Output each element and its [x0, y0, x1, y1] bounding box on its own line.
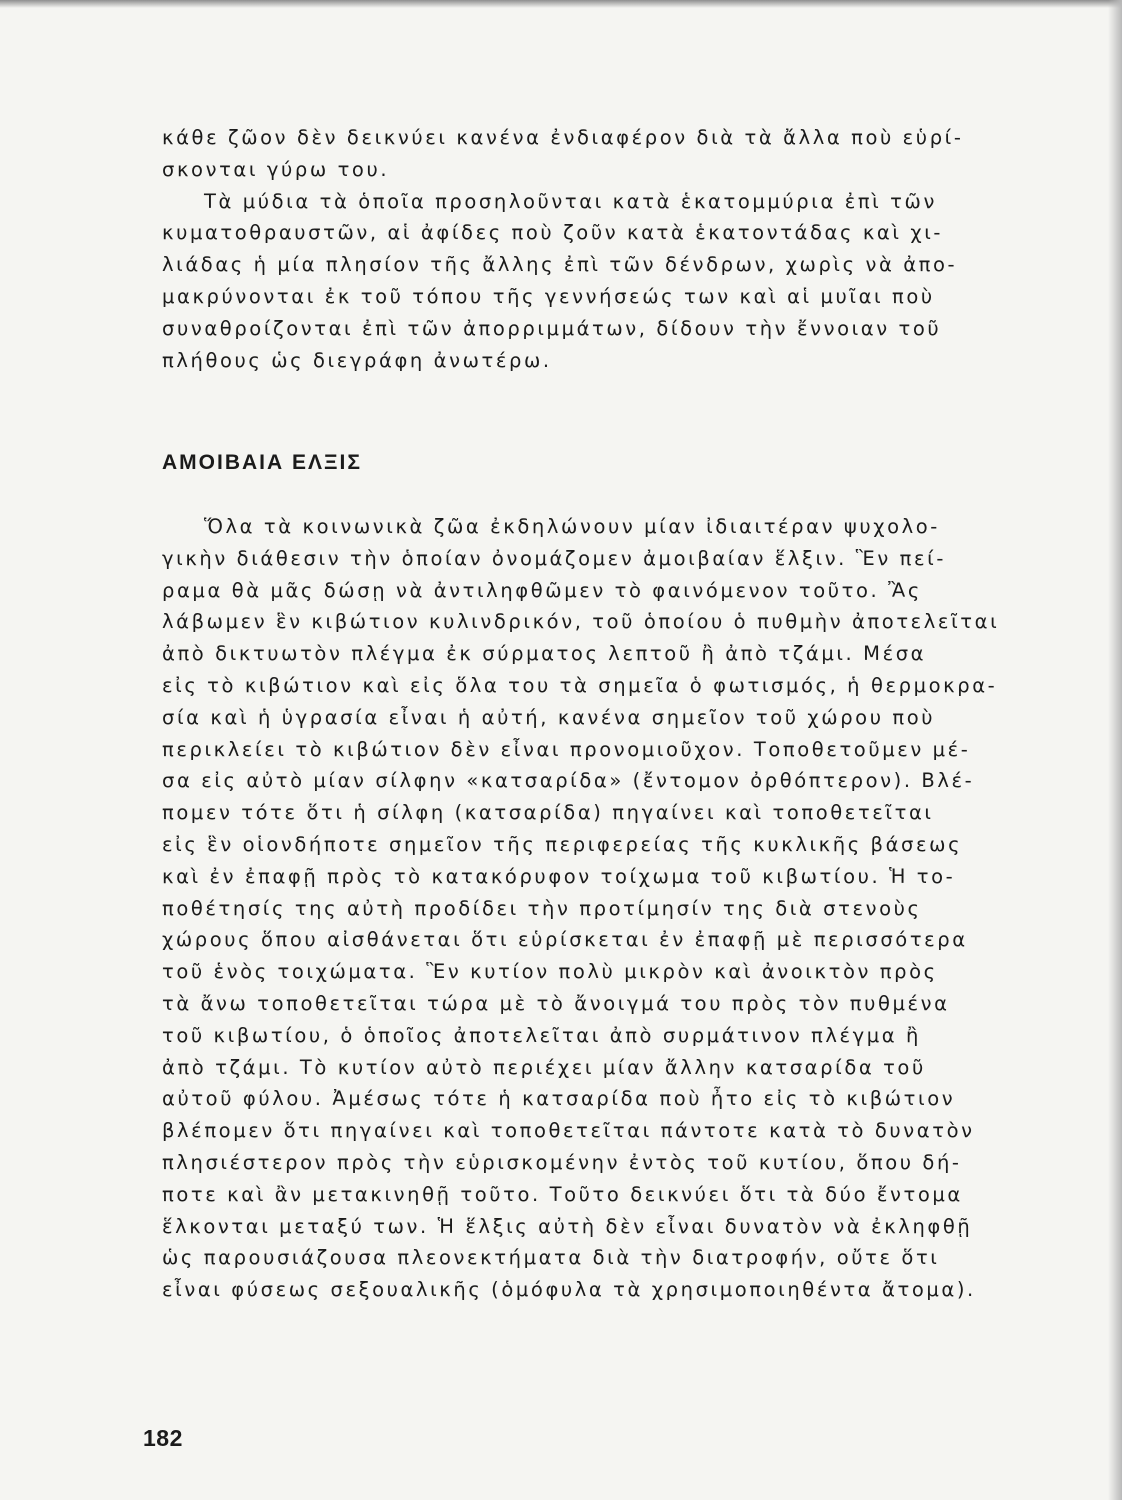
- text-line: περικλείει τὸ κιβώτιον δὲν εἶναι προνομιοῦχον. Τοποθετοῦμεν μέ-: [162, 737, 971, 761]
- text-line: ἀπὸ δικτυωτὸν πλέγμα ἐκ σύρματος λεπτοῦ ἢ ἀπὸ τζάμι. Μέσα: [162, 642, 927, 666]
- text-line: ποθέτησίς της αὐτὴ προδίδει τὴν προτίμησίν της διὰ στενοὺς: [162, 896, 922, 920]
- page-top-shadow: [0, 0, 1122, 8]
- text-line: εἶναι φύσεως σεξουαλικῆς (ὁμόφυλα τὰ χρησιμοποιηθέντα ἄτομα).: [162, 1278, 976, 1302]
- text-line: λάβωμεν ἓν κιβώτιον κυλινδρικόν, τοῦ ὁποίου ὁ πυθμὴν ἀποτελεῖται: [162, 610, 1000, 634]
- text-line: κυματοθραυστῶν, αἱ ἀφίδες ποὺ ζοῦν κατὰ ἑκατοντάδας καὶ χι-: [162, 221, 944, 245]
- section-heading: ΑΜΟΙΒΑΙΑ ΕΛΞΙΣ: [162, 451, 362, 474]
- intro-paragraphs: [162, 122, 1102, 376]
- text-line: εἰς ἓν οἱονδήποτε σημεῖον τῆς περιφερείας τῆς κυκλικῆς βάσεως: [162, 832, 963, 856]
- text-line: κάθε ζῶον δὲν δεικνύει κανένα ἐνδιαφέρον διὰ τὰ ἄλλα ποὺ εὑρί-: [162, 126, 964, 149]
- page-right-edge: [1108, 0, 1122, 1500]
- text-line: ποτε καὶ ἂν μετακινηθῇ τοῦτο. Τοῦτο δεικνύει ὅτι τὰ δύο ἔντομα: [162, 1182, 963, 1206]
- text-line: τοῦ ἑνὸς τοιχώματα. Ἓν κυτίον πολὺ μικρὸν καὶ ἀνοικτὸν πρὸς: [162, 960, 938, 984]
- text-line: πομεν τότε ὅτι ἡ σίλφη (κατσαρίδα) πηγαίνει καὶ τοποθετεῖται: [162, 801, 934, 825]
- text-line: ραμα θὰ μᾶς δώσῃ νὰ ἀντιληφθῶμεν τὸ φαινόμενον τοῦτο. Ἂς: [162, 578, 922, 602]
- text-line: ὡς παρουσιάζουσα πλεονεκτήματα διὰ τὴν διατροφήν, οὔτε ὅτι: [162, 1246, 940, 1270]
- page-number: 182: [143, 1425, 183, 1451]
- text-line: ἀπὸ τζάμι. Τὸ κυτίον αὐτὸ περιέχει μίαν ἄλλην κατσαρίδα τοῦ: [162, 1055, 926, 1079]
- text-line: λιάδας ἡ μία πλησίον τῆς ἄλλης ἐπὶ τῶν δένδρων, χωρὶς νὰ ἀπο-: [162, 253, 958, 277]
- text-line: σα εἰς αὐτὸ μίαν σίλφην «κατσαρίδα» (ἔντομον ὀρθόπτερον). Βλέ-: [162, 769, 975, 793]
- text-line: Τὰ μύδια τὰ ὁποῖα προσηλοῦνται κατὰ ἑκατομμύρια ἐπὶ τῶν: [204, 189, 937, 213]
- body-paragraph: [162, 511, 1102, 1306]
- text-line: μακρύνονται ἐκ τοῦ τόπου τῆς γεννήσεώς των καὶ αἱ μυῖαι ποὺ: [162, 284, 935, 308]
- text-line: τοῦ κιβωτίου, ὁ ὁποῖος ἀποτελεῖται ἀπὸ συρμάτινον πλέγμα ἢ: [162, 1023, 921, 1047]
- text-line: σκονται γύρω του.: [162, 157, 390, 181]
- text-line: βλέπομεν ὅτι πηγαίνει καὶ τοποθετεῖται πάντοτε κατὰ τὸ δυνατὸν: [162, 1119, 975, 1143]
- text-line: πλήθους ὡς διεγράφη ἀνωτέρω.: [162, 348, 552, 372]
- text-line: σία καὶ ἡ ὑγρασία εἶναι ἡ αὐτή, κανένα σημεῖον τοῦ χώρου ποὺ: [162, 705, 936, 729]
- text-line: γικὴν διάθεσιν τὴν ὁποίαν ὀνομάζομεν ἀμοιβαίαν ἕλξιν. Ἓν πεί-: [162, 546, 946, 570]
- text-line: καὶ ἐν ἐπαφῇ πρὸς τὸ κατακόρυφον τοίχωμα τοῦ κιβωτίου. Ἡ το-: [162, 864, 956, 888]
- text-line: συναθροίζονται ἐπὶ τῶν ἀπορριμμάτων, δίδουν τὴν ἔννοιαν τοῦ: [162, 316, 942, 340]
- text-line: αὐτοῦ φύλου. Ἀμέσως τότε ἡ κατσαρίδα ποὺ ἦτο εἰς τὸ κιβώτιον: [162, 1087, 956, 1111]
- text-line: ἕλκονται μεταξύ των. Ἡ ἕλξις αὐτὴ δὲν εἶναι δυνατὸν νὰ ἐκληφθῇ: [162, 1214, 973, 1238]
- text-line: εἰς τὸ κιβώτιον καὶ εἰς ὅλα του τὰ σημεῖα ὁ φωτισμός, ἡ θερμοκρα-: [162, 673, 998, 697]
- text-line: Ὅλα τὰ κοινωνικὰ ζῶα ἐκδηλώνουν μίαν ἰδιαιτέραν ψυχολο-: [204, 515, 940, 538]
- text-line: χώρους ὅπου αἰσθάνεται ὅτι εὑρίσκεται ἐν ἐπαφῇ μὲ περισσότερα: [162, 928, 968, 952]
- text-line: τὰ ἄνω τοποθετεῖται τώρα μὲ τὸ ἄνοιγμά του πρὸς τὸν πυθμένα: [162, 991, 950, 1015]
- text-line: πλησιέστερον πρὸς τὴν εὑρισκομένην ἐντὸς τοῦ κυτίου, ὅπου δή-: [162, 1150, 962, 1174]
